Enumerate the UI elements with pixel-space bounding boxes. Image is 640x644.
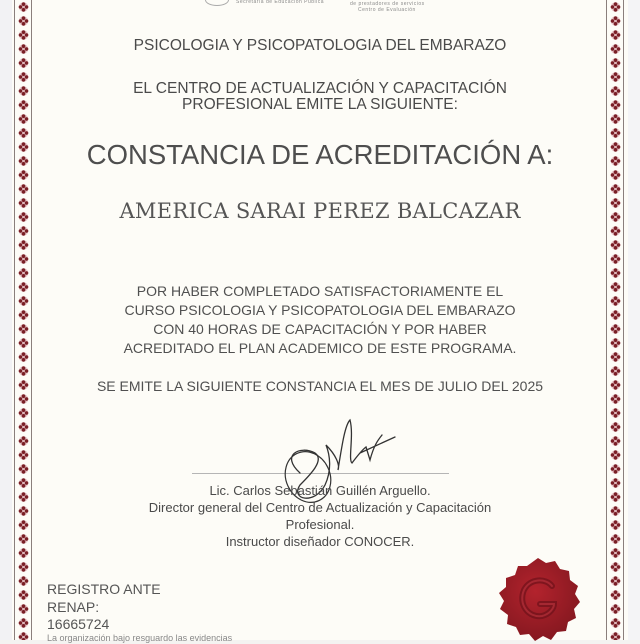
body-line: CURSO PSICOLOGIA Y PSICOPATOLOGIA DEL EMBARAZO [124, 302, 516, 318]
issuer-line: PROFESIONAL EMITE LA SIGUIENTE: [182, 96, 458, 113]
registry-number: 16665724 [47, 616, 110, 632]
wax-seal-icon [494, 556, 582, 644]
sep-logo-text: Secretaría de Educación Pública [236, 0, 325, 5]
signer-name: Lic. Carlos Sebastián Guillén Arguello. [209, 483, 431, 498]
registry-block [47, 581, 161, 634]
signer-title-line: Director general del Centro de Actualización y Capacitación [148, 500, 492, 515]
registry-label: REGISTRO ANTE [47, 581, 161, 597]
signer-title-line: Instructor diseñador CONOCER. [225, 534, 415, 549]
ornamental-border-right [606, 0, 624, 640]
body-line: CON 40 HORAS DE CAPACITACIÓN Y POR HABER [153, 321, 487, 337]
issuer-line: EL CENTRO DE ACTUALIZACIÓN Y CAPACITACIÓN [133, 80, 507, 97]
page-edge-right [628, 0, 640, 640]
registry-label: RENAP: [47, 598, 100, 615]
conocer-logo-line-2: Centro de Evaluación [358, 7, 416, 13]
conocer-logo-line-1: de prestadores de servicios [350, 1, 425, 7]
page-edge-left [0, 0, 12, 640]
course-title: PSICOLOGIA Y PSICOPATOLOGIA DEL EMBARAZO [133, 37, 507, 54]
body-line: POR HABER COMPLETADO SATISFACTORIAMENTE EL [136, 283, 504, 299]
signer-title-line: Profesional. [285, 517, 355, 532]
body-line: ACREDITADO EL PLAN ACADEMICO DE ESTE PROGRAMA. [123, 340, 517, 356]
accreditation-body [40, 282, 600, 358]
recipient-name: AMERICA SARAI PEREZ BALCAZAR [119, 199, 521, 223]
sep-logo-icon [205, 0, 229, 6]
issuer-statement [40, 81, 600, 113]
ornamental-border-left [14, 0, 32, 640]
certificate-headline: CONSTANCIA DE ACREDITACIÓN A: [86, 139, 554, 170]
registry-footnote: La organización bajo resguardo las evidencias [47, 633, 233, 643]
signer-block [40, 482, 600, 550]
issue-date: SE EMITE LA SIGUIENTE CONSTANCIA EL MES DE JULIO DEL 2025 [96, 378, 544, 394]
